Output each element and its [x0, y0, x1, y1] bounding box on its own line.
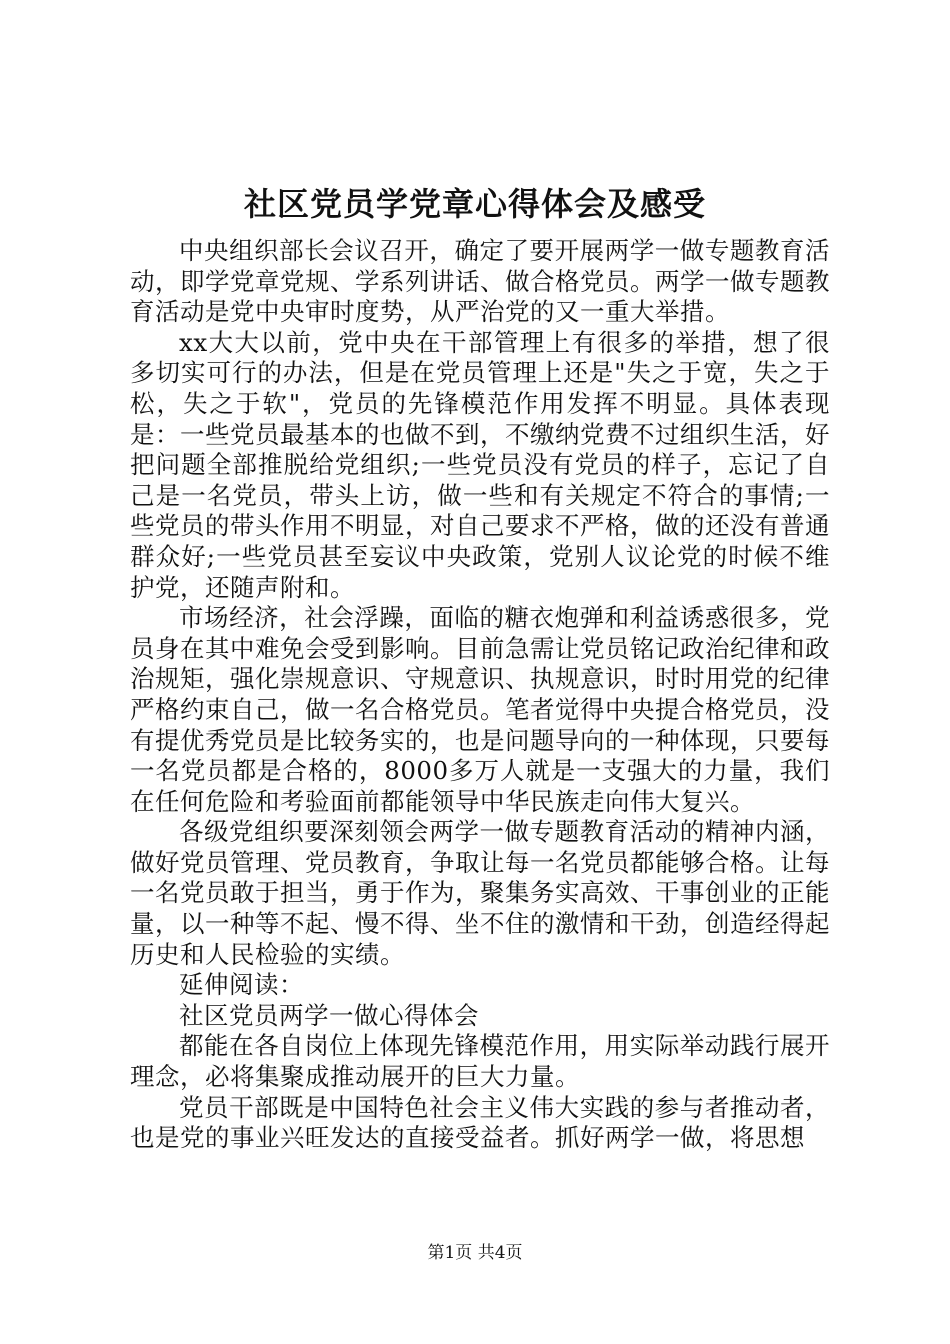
paragraph: 党员干部既是中国特色社会主义伟大实践的参与者推动者，也是党的事业兴旺发达的直接受益者。抓好两学一做，将思想: [130, 1092, 830, 1153]
extended-reading-title: 社区党员两学一做心得体会: [179, 1000, 479, 1030]
paragraph: 市场经济，社会浮躁，面临的糖衣炮弹和利益诱惑很多，党员身在其中难免会受到影响。目前急需让党员铭记政治纪律和政治规矩，强化崇规意识、守规意识、执规意识，时时用党的纪律严格约束自己，做一名合格党员。笔者觉得中央提合格党员，没有提优秀党员是比较务实的，也是问题导向的一种体现，只要每一名党员都是合格的，8000多万人就是一支强大的力量，我们在任何危险和考验面前都能领导中华民族走向伟大复兴。: [130, 603, 830, 816]
document-title: 社区党员学党章心得体会及感受: [243, 185, 706, 223]
paragraph: 都能在各自岗位上体现先锋模范作用，用实际举动践行展开理念，必将集聚成推动展开的巨大力量。: [130, 1031, 830, 1092]
page-number-footer: 第1页 共4页: [427, 1243, 523, 1263]
paragraph: 中央组织部长会议召开，确定了要开展两学一做专题教育活动，即学党章党规、学系列讲话、做合格党员。两学一做专题教育活动是党中央审时度势，从严治党的又一重大举措。: [130, 236, 830, 327]
paragraph: xx大大以前，党中央在干部管理上有很多的举措，想了很多切实可行的办法，但是在党员管理上还是"失之于宽，失之于松，失之于软"，党员的先锋模范作用发挥不明显。具体表现是：一些党员最基本的也做不到，不缴纳党费不过组织生活，好把问题全部推脱给党组织;一些党员没有党员的样子，忘记了自己是一名党员，带头上访，做一些和有关规定不符合的事情;一些党员的带头作用不明显，对自己要求不严格，做的还没有普通群众好;一些党员甚至妄议中央政策，党别人议论党的时候不维护党，还随声附和。: [130, 327, 830, 602]
document-body: [130, 236, 830, 1154]
paragraph: 各级党组织要深刻领会两学一做专题教育活动的精神内涵，做好党员管理、党员教育，争取让每一名党员都能够合格。让每一名党员敢于担当，勇于作为，聚集务实高效、干事创业的正能量，以一种等不起、慢不得、坐不住的激情和干劲，创造经得起历史和人民检验的实绩。: [130, 817, 830, 969]
extended-reading-label: 延伸阅读：: [179, 970, 304, 1000]
